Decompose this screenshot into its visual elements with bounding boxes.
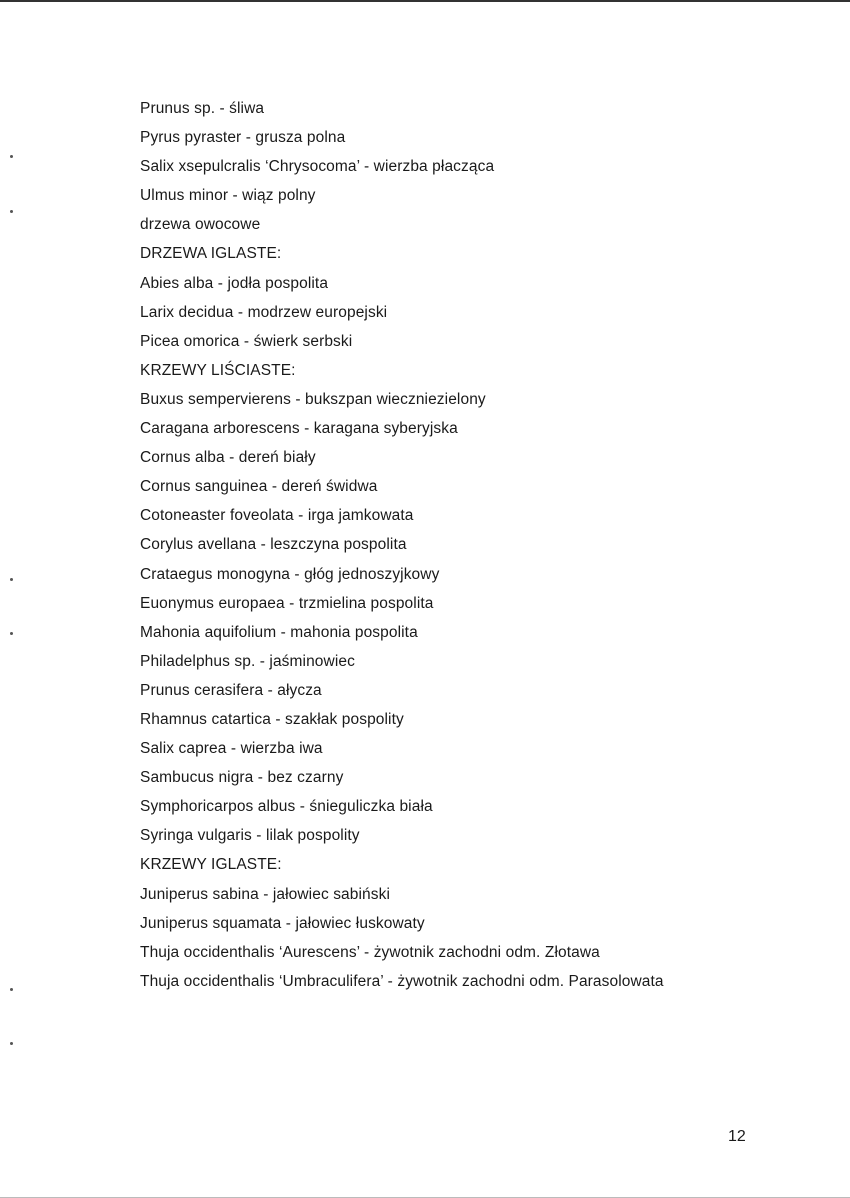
list-item: Sambucus nigra - bez czarny	[140, 769, 344, 787]
list-item: Corylus avellana - leszczyna pospolita	[140, 536, 407, 554]
list-item: Thuja occidenthalis ‘Aurescens’ - żywotnik zachodni odm. Złotawa	[140, 943, 600, 961]
list-item: Larix decidua - modrzew europejski	[140, 303, 388, 321]
section-heading: DRZEWA IGLASTE:	[140, 245, 282, 263]
list-item: Cornus sanguinea - dereń świdwa	[140, 478, 378, 496]
list-item: Buxus sempervierens - bukszpan wieczniezielony	[140, 390, 486, 408]
list-item: Philadelphus sp. - jaśminowiec	[140, 652, 355, 670]
list-item: Symphoricarpos albus - śnieguliczka biała	[140, 798, 433, 816]
scan-speck	[10, 578, 13, 581]
section-heading: KRZEWY LIŚCIASTE:	[140, 361, 296, 379]
list-item: Crataegus monogyna - głóg jednoszyjkowy	[140, 565, 440, 583]
list-item: Ulmus minor - wiąz polny	[140, 187, 316, 205]
scan-speck	[10, 988, 13, 991]
page-number: 12	[728, 1128, 746, 1145]
list-item: Cornus alba - dereń biały	[140, 449, 316, 467]
scan-speck	[10, 1042, 13, 1045]
list-item: Syringa vulgaris - lilak pospolity	[140, 827, 360, 845]
list-item: Prunus sp. - śliwa	[140, 100, 265, 117]
list-item: Pyrus pyraster - grusza polna	[140, 129, 346, 147]
list-item: Juniperus sabina - jałowiec sabiński	[140, 885, 391, 903]
list-item: Caragana arborescens - karagana syberyjska	[140, 420, 458, 438]
list-item: Juniperus squamata - jałowiec łuskowaty	[140, 914, 425, 932]
list-item: Salix caprea - wierzba iwa	[140, 740, 323, 758]
list-item: Euonymus europaea - trzmielina pospolita	[140, 594, 434, 612]
list-item: Prunus cerasifera - ałycza	[140, 681, 322, 699]
scan-top-edge	[0, 0, 850, 2]
scan-speck	[10, 210, 13, 213]
list-item: drzewa owocowe	[140, 216, 261, 234]
list-item: Cotoneaster foveolata - irga jamkowata	[140, 507, 414, 525]
list-item: Mahonia aquifolium - mahonia pospolita	[140, 623, 418, 641]
list-item: Thuja occidenthalis ‘Umbraculifera’ - żywotnik zachodni odm. Parasolowata	[140, 972, 664, 990]
scan-speck	[10, 632, 13, 635]
list-item: Rhamnus catartica - szakłak pospolity	[140, 710, 404, 728]
plant-list	[140, 94, 830, 996]
scan-speck	[10, 155, 13, 158]
list-item: Abies alba - jodła pospolita	[140, 274, 329, 292]
list-item: Salix xsepulcralis ‘Chrysocoma’ - wierzba płacząca	[140, 158, 495, 176]
list-item: Picea omorica - świerk serbski	[140, 332, 353, 350]
section-heading: KRZEWY IGLASTE:	[140, 856, 282, 874]
